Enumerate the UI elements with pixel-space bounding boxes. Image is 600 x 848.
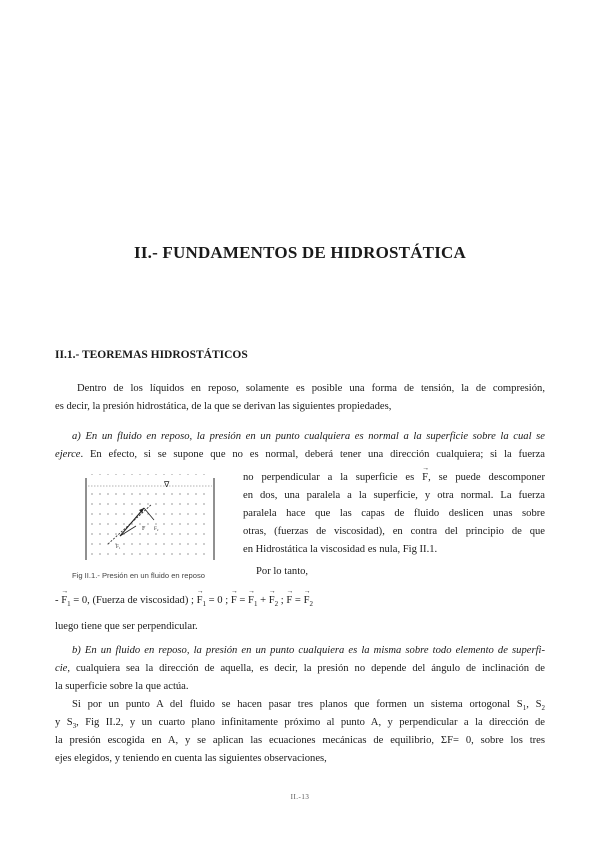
- formula-subscript: 2: [274, 600, 279, 609]
- prop-a-wrap-1: [243, 472, 545, 483]
- free-surface-symbol: ∇: [164, 480, 170, 489]
- para-text: y S: [55, 717, 73, 728]
- force-vector: → F: [422, 472, 428, 483]
- prop-b-text: , cualquiera sea la dirección de aquella, es decir, la presión no depende del ángulo de inclinación de: [67, 663, 545, 674]
- chapter-title: II.- FUNDAMENTOS DE HIDROSTÁTICA: [134, 243, 466, 262]
- conclusion-line: luego tiene que ser perpendicular.: [55, 621, 198, 632]
- formula-subscript: 2: [309, 600, 313, 609]
- force-label: F: [142, 526, 146, 532]
- prop-a-italic: ejerce: [55, 449, 81, 460]
- formula-subscript: 1: [67, 600, 71, 609]
- formula-vector: → F: [304, 595, 310, 606]
- para-text: , Fig II.2, y un cuarto plano infinitamente próximo al punto A, y perpendicular a la dirección de: [76, 717, 545, 728]
- para-text: , S: [526, 699, 542, 710]
- prop-b-line-2: [55, 663, 545, 674]
- formula-vector: → F: [286, 595, 292, 606]
- para-line-2: [55, 717, 545, 730]
- formula-separator: ;: [222, 595, 231, 606]
- formula-text: =: [292, 595, 304, 606]
- prop-a-line-2: [55, 449, 545, 460]
- para-line-4: ejes elegidos, y teniendo en cuenta las siguientes observaciones,: [55, 753, 327, 764]
- formula-text: = 0: [206, 595, 223, 606]
- wrap-text: no perpendicular a la superficie es: [243, 472, 423, 483]
- fluid-pressure-figure: [80, 474, 220, 564]
- force-f2-label: F₂: [154, 527, 159, 532]
- formula-vector: → F: [248, 595, 254, 606]
- formula-subscript: 1: [253, 600, 258, 609]
- prop-b-line-3: la superficie sobre la que actúa.: [55, 681, 189, 692]
- formula-vector: → F: [61, 595, 67, 606]
- viscosity-formula: [55, 595, 313, 608]
- section-title: II.1.- TEOREMAS HIDROSTÁTICOS: [55, 349, 248, 361]
- wrap-text-end: , se puede descomponer: [428, 472, 546, 483]
- formula-text: = 0, (Fuerza de viscosidad): [70, 595, 189, 606]
- para-text: Si por un punto A del fluido se hacen pasar tres planos que formen un sistema ortogonal S: [72, 699, 523, 710]
- formula-lead: -: [55, 595, 62, 606]
- prop-a-wrap-4: otras, (fuerzas de viscosidad), en contra del principio de que: [243, 526, 545, 537]
- figure-caption: Fig II.1.- Presión en un fluido en reposo: [72, 571, 205, 580]
- prop-a-wrap-2: en dos, una paralela a la superficie, y otra normal. La fuerza: [243, 490, 545, 501]
- formula-vector: → F: [269, 595, 275, 606]
- formula-text: +: [257, 595, 269, 606]
- prop-a-line-1: a) En un fluido en reposo, la presión en un punto cualquiera es normal a la superficie sobre la cual se: [72, 431, 545, 442]
- intro-line-1: Dentro de los líquidos en reposo, solamente es posible una forma de tensión, la de compresión,: [77, 383, 545, 394]
- force-arrow: [120, 508, 144, 536]
- para-line-3: la presión escogida en A, y se aplican las ecuaciones mecánicas de equilibrio, ΣF= 0, sobre los tres: [55, 735, 545, 746]
- page-number: II.-13: [290, 793, 310, 801]
- formula-separator: ;: [188, 595, 197, 606]
- formula-separator: ;: [278, 595, 287, 606]
- prop-b-line-1: b) En un fluido en reposo, la presión en un punto cualquiera es la misma sobre todo elemento de superfi-: [72, 645, 545, 656]
- para-subscript: 3: [72, 722, 77, 731]
- prop-a-wrap-3: paralela hace que las capas de fluido deslicen unas sobre: [243, 508, 545, 519]
- force-f1-label: F₁: [116, 545, 121, 550]
- prop-a-therefore: Por lo tanto,: [256, 566, 309, 577]
- intro-line-2: es decir, la presión hidrostática, de la que se derivan las siguientes propiedades,: [55, 401, 392, 412]
- formula-subscript: 1: [202, 600, 207, 609]
- prop-a-text: . En efecto, si se supone que no es normal, deberá tener una dirección cualquiera; si la fuerza: [80, 449, 545, 460]
- para-line-1: [55, 699, 545, 712]
- prop-a-wrap-5: en Hidrostática la viscosidad es nula, Fig II.1.: [243, 544, 438, 555]
- formula-vector: → F: [197, 595, 203, 606]
- para-subscript: 1: [522, 704, 527, 713]
- prop-b-italic: cie: [55, 663, 68, 674]
- formula-vector: → F: [231, 595, 237, 606]
- formula-text: =: [236, 595, 249, 606]
- component-arrow-normal: [144, 508, 154, 520]
- para-subscript: 2: [541, 704, 545, 713]
